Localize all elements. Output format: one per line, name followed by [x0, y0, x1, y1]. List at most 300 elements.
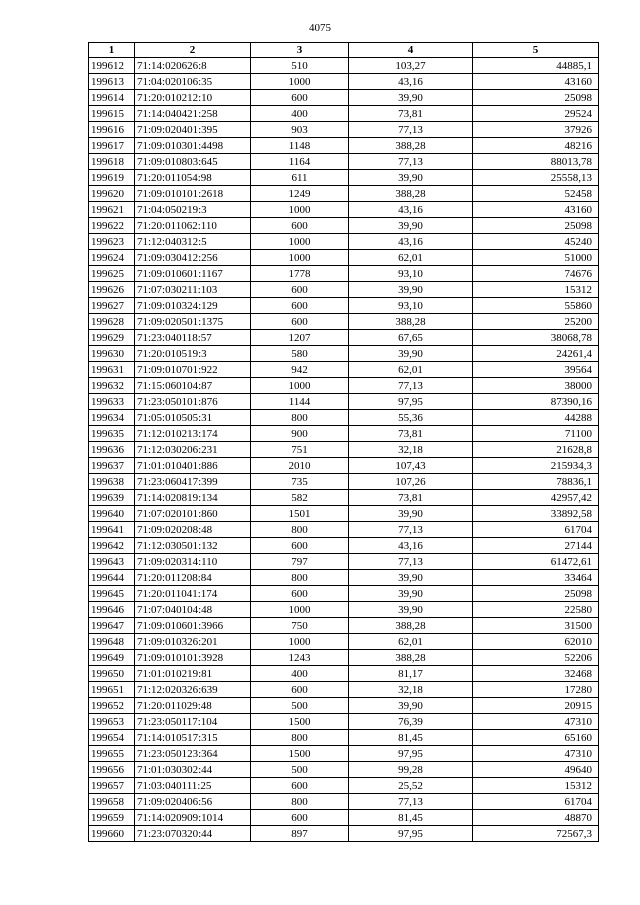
table-cell: 43,16 [349, 538, 473, 554]
column-header: 2 [135, 43, 251, 58]
table-cell: 199653 [89, 714, 135, 730]
table-cell: 199637 [89, 458, 135, 474]
table-cell: 800 [251, 410, 349, 426]
table-cell: 199651 [89, 682, 135, 698]
table-cell: 388,28 [349, 650, 473, 666]
column-header: 5 [473, 43, 599, 58]
table-cell: 199648 [89, 634, 135, 650]
table-cell: 71:15:060104:87 [135, 378, 251, 394]
table-cell: 71:20:010212:10 [135, 90, 251, 106]
table-cell: 52206 [473, 650, 599, 666]
table-cell: 99,28 [349, 762, 473, 778]
table-cell: 97,95 [349, 394, 473, 410]
table-cell: 61704 [473, 794, 599, 810]
table-cell: 199624 [89, 250, 135, 266]
table-cell: 71:14:010517:315 [135, 730, 251, 746]
table-cell: 903 [251, 122, 349, 138]
table-cell: 199650 [89, 666, 135, 682]
table-cell: 39,90 [349, 346, 473, 362]
table-cell: 199649 [89, 650, 135, 666]
table-cell: 199659 [89, 810, 135, 826]
table-cell: 900 [251, 426, 349, 442]
table-row [89, 138, 599, 154]
table-cell: 27144 [473, 538, 599, 554]
table-cell: 199614 [89, 90, 135, 106]
table-row [89, 426, 599, 442]
table-cell: 71:09:020501:1375 [135, 314, 251, 330]
table-cell: 73,81 [349, 490, 473, 506]
table-cell: 215934,3 [473, 458, 599, 474]
table-cell: 43,16 [349, 234, 473, 250]
table-cell: 199654 [89, 730, 135, 746]
table-cell: 199655 [89, 746, 135, 762]
table-cell: 25200 [473, 314, 599, 330]
table-cell: 43,16 [349, 202, 473, 218]
table-cell: 1000 [251, 202, 349, 218]
table-cell: 39,90 [349, 90, 473, 106]
table-cell: 71:09:020208:48 [135, 522, 251, 538]
table-cell: 897 [251, 826, 349, 842]
table-row [89, 778, 599, 794]
page-number: 4075 [309, 22, 331, 34]
table-cell: 600 [251, 218, 349, 234]
table-cell: 199616 [89, 122, 135, 138]
table-cell: 65160 [473, 730, 599, 746]
table-cell: 388,28 [349, 186, 473, 202]
table-cell: 103,27 [349, 58, 473, 74]
table-cell: 71:09:010101:3928 [135, 650, 251, 666]
table-cell: 735 [251, 474, 349, 490]
table-cell: 93,10 [349, 266, 473, 282]
table-row [89, 410, 599, 426]
table-cell: 37926 [473, 122, 599, 138]
table-cell: 25558,13 [473, 170, 599, 186]
table-cell: 49640 [473, 762, 599, 778]
table-cell: 199633 [89, 394, 135, 410]
table-cell: 800 [251, 730, 349, 746]
table-cell: 199660 [89, 826, 135, 842]
table-cell: 199635 [89, 426, 135, 442]
table-cell: 71:01:010401:886 [135, 458, 251, 474]
table-cell: 77,13 [349, 154, 473, 170]
table-cell: 22580 [473, 602, 599, 618]
table-cell: 600 [251, 682, 349, 698]
table-cell: 107,26 [349, 474, 473, 490]
table-cell: 77,13 [349, 794, 473, 810]
table-cell: 600 [251, 90, 349, 106]
table-cell: 71:12:030206:231 [135, 442, 251, 458]
table-row [89, 90, 599, 106]
table-cell: 62,01 [349, 634, 473, 650]
table-cell: 199652 [89, 698, 135, 714]
table-cell: 71:09:020406:56 [135, 794, 251, 810]
table-cell: 199641 [89, 522, 135, 538]
table-cell: 62,01 [349, 362, 473, 378]
table-cell: 500 [251, 698, 349, 714]
table-cell: 199656 [89, 762, 135, 778]
table-cell: 400 [251, 666, 349, 682]
table-cell: 800 [251, 570, 349, 586]
column-header: 1 [89, 43, 135, 58]
table-cell: 81,45 [349, 810, 473, 826]
table-row [89, 378, 599, 394]
table-cell: 38000 [473, 378, 599, 394]
table-cell: 47310 [473, 714, 599, 730]
table-cell: 71:20:011062:110 [135, 218, 251, 234]
table-row [89, 634, 599, 650]
table-row [89, 122, 599, 138]
table-cell: 62010 [473, 634, 599, 650]
table-cell: 71:14:020626:8 [135, 58, 251, 74]
table-cell: 199631 [89, 362, 135, 378]
table-row [89, 314, 599, 330]
table-cell: 199622 [89, 218, 135, 234]
column-header: 4 [349, 43, 473, 58]
table-cell: 97,95 [349, 746, 473, 762]
table-cell: 199657 [89, 778, 135, 794]
table-cell: 55,36 [349, 410, 473, 426]
table-cell: 81,45 [349, 730, 473, 746]
table-cell: 199629 [89, 330, 135, 346]
table-cell: 67,65 [349, 330, 473, 346]
table-cell: 1000 [251, 250, 349, 266]
table-cell: 31500 [473, 618, 599, 634]
table-cell: 388,28 [349, 314, 473, 330]
table-cell: 25098 [473, 218, 599, 234]
table-row [89, 506, 599, 522]
table-cell: 71:09:010301:4498 [135, 138, 251, 154]
table-cell: 71:07:030211:103 [135, 282, 251, 298]
table-cell: 71:07:040104:48 [135, 602, 251, 618]
table-cell: 199612 [89, 58, 135, 74]
table-cell: 71:01:030302:44 [135, 762, 251, 778]
table-cell: 199642 [89, 538, 135, 554]
table-cell: 43,16 [349, 74, 473, 90]
table-cell: 199647 [89, 618, 135, 634]
table-cell: 39,90 [349, 602, 473, 618]
table-row [89, 458, 599, 474]
table-cell: 71:20:010519:3 [135, 346, 251, 362]
table-cell: 199638 [89, 474, 135, 490]
table-cell: 71:09:010701:922 [135, 362, 251, 378]
table-row [89, 538, 599, 554]
table-cell: 17280 [473, 682, 599, 698]
table-cell: 71100 [473, 426, 599, 442]
table-cell: 39,90 [349, 282, 473, 298]
table-cell: 71:09:010601:1167 [135, 266, 251, 282]
table-cell: 600 [251, 778, 349, 794]
table-cell: 47310 [473, 746, 599, 762]
table-cell: 88013,78 [473, 154, 599, 170]
table-cell: 71:23:050123:364 [135, 746, 251, 762]
table-cell: 15312 [473, 282, 599, 298]
table-row [89, 714, 599, 730]
table-cell: 1500 [251, 714, 349, 730]
table-row [89, 186, 599, 202]
table-row [89, 362, 599, 378]
table-cell: 72567,3 [473, 826, 599, 842]
table-cell: 71:14:020819:134 [135, 490, 251, 506]
table-cell: 71:14:020909:1014 [135, 810, 251, 826]
table-cell: 600 [251, 298, 349, 314]
table-cell: 78836,1 [473, 474, 599, 490]
table-row [89, 474, 599, 490]
table-row [89, 810, 599, 826]
table-cell: 1000 [251, 634, 349, 650]
table-cell: 942 [251, 362, 349, 378]
table-cell: 32,18 [349, 682, 473, 698]
table-row [89, 106, 599, 122]
table-cell: 61472,61 [473, 554, 599, 570]
table-cell: 32,18 [349, 442, 473, 458]
table-cell: 71:09:010101:2618 [135, 186, 251, 202]
table-cell: 600 [251, 586, 349, 602]
table-cell: 1000 [251, 74, 349, 90]
table-cell: 199634 [89, 410, 135, 426]
table-row [89, 666, 599, 682]
table-cell: 500 [251, 762, 349, 778]
table-cell: 71:20:011029:48 [135, 698, 251, 714]
table-row [89, 218, 599, 234]
table-cell: 39,90 [349, 170, 473, 186]
table-cell: 33892,58 [473, 506, 599, 522]
table-cell: 39,90 [349, 698, 473, 714]
table-cell: 600 [251, 538, 349, 554]
table-row [89, 522, 599, 538]
table-cell: 48216 [473, 138, 599, 154]
table-cell: 44885,1 [473, 58, 599, 74]
table-cell: 43160 [473, 74, 599, 90]
table-cell: 71:09:020401:395 [135, 122, 251, 138]
table-cell: 199617 [89, 138, 135, 154]
table-row [89, 234, 599, 250]
table-cell: 71:09:010326:201 [135, 634, 251, 650]
table-row [89, 58, 599, 74]
table-cell: 800 [251, 794, 349, 810]
table-row [89, 250, 599, 266]
table-row [89, 554, 599, 570]
table-cell: 71:09:010601:3966 [135, 618, 251, 634]
table-cell: 62,01 [349, 250, 473, 266]
table-cell: 388,28 [349, 618, 473, 634]
table-row [89, 826, 599, 842]
table-cell: 600 [251, 282, 349, 298]
table-row [89, 586, 599, 602]
table-cell: 199626 [89, 282, 135, 298]
table-cell: 580 [251, 346, 349, 362]
table-cell: 38068,78 [473, 330, 599, 346]
table-cell: 199646 [89, 602, 135, 618]
table-cell: 199615 [89, 106, 135, 122]
table-cell: 199618 [89, 154, 135, 170]
table-cell: 199627 [89, 298, 135, 314]
table-cell: 1000 [251, 378, 349, 394]
table-cell: 510 [251, 58, 349, 74]
table-cell: 73,81 [349, 426, 473, 442]
table-cell: 582 [251, 490, 349, 506]
table-cell: 71:12:010213:174 [135, 426, 251, 442]
table-cell: 199628 [89, 314, 135, 330]
table-cell: 81,17 [349, 666, 473, 682]
table-row [89, 762, 599, 778]
table-cell: 1500 [251, 746, 349, 762]
table-cell: 199644 [89, 570, 135, 586]
table-row [89, 74, 599, 90]
table-cell: 71:12:030501:132 [135, 538, 251, 554]
table-cell: 71:23:070320:44 [135, 826, 251, 842]
table-cell: 199640 [89, 506, 135, 522]
table-cell: 71:23:050117:104 [135, 714, 251, 730]
table-cell: 199613 [89, 74, 135, 90]
table-cell: 1249 [251, 186, 349, 202]
table-cell: 71:14:040421:258 [135, 106, 251, 122]
table-cell: 51000 [473, 250, 599, 266]
table-body [89, 58, 599, 842]
table-cell: 611 [251, 170, 349, 186]
table-cell: 71:23:050101:876 [135, 394, 251, 410]
table-cell: 32468 [473, 666, 599, 682]
table-cell: 39564 [473, 362, 599, 378]
table-cell: 52458 [473, 186, 599, 202]
table-cell: 2010 [251, 458, 349, 474]
table-cell: 199643 [89, 554, 135, 570]
table-cell: 39,90 [349, 506, 473, 522]
table-cell: 388,28 [349, 138, 473, 154]
table-cell: 39,90 [349, 586, 473, 602]
table-cell: 24261,4 [473, 346, 599, 362]
table-cell: 39,90 [349, 570, 473, 586]
table-cell: 71:03:040111:25 [135, 778, 251, 794]
table-cell: 77,13 [349, 522, 473, 538]
table-row [89, 650, 599, 666]
table-cell: 750 [251, 618, 349, 634]
table-cell: 77,13 [349, 378, 473, 394]
table-row [89, 602, 599, 618]
table-cell: 1000 [251, 234, 349, 250]
table-cell: 43160 [473, 202, 599, 218]
table-cell: 55860 [473, 298, 599, 314]
table-cell: 87390,16 [473, 394, 599, 410]
table-row [89, 170, 599, 186]
data-table [88, 42, 599, 842]
table-row [89, 330, 599, 346]
table-cell: 29524 [473, 106, 599, 122]
table-cell: 1501 [251, 506, 349, 522]
table-cell: 21628,8 [473, 442, 599, 458]
table-cell: 44288 [473, 410, 599, 426]
table-cell: 600 [251, 810, 349, 826]
table-cell: 199621 [89, 202, 135, 218]
table-row [89, 570, 599, 586]
table-cell: 45240 [473, 234, 599, 250]
table-cell: 71:23:060417:399 [135, 474, 251, 490]
table-header-row [89, 43, 599, 58]
table-cell: 107,43 [349, 458, 473, 474]
table-cell: 25098 [473, 90, 599, 106]
table-cell: 71:23:040118:57 [135, 330, 251, 346]
table-cell: 71:12:020326:639 [135, 682, 251, 698]
table-cell: 1148 [251, 138, 349, 154]
table-cell: 61704 [473, 522, 599, 538]
table-row [89, 746, 599, 762]
table-cell: 71:12:040312:5 [135, 234, 251, 250]
table-cell: 48870 [473, 810, 599, 826]
table-cell: 93,10 [349, 298, 473, 314]
table-cell: 71:09:010324:129 [135, 298, 251, 314]
table-cell: 20915 [473, 698, 599, 714]
table-cell: 25098 [473, 586, 599, 602]
table-cell: 97,95 [349, 826, 473, 842]
table-cell: 800 [251, 522, 349, 538]
table-row [89, 682, 599, 698]
table-cell: 797 [251, 554, 349, 570]
table-cell: 76,39 [349, 714, 473, 730]
table-cell: 199636 [89, 442, 135, 458]
table-cell: 39,90 [349, 218, 473, 234]
table-row [89, 154, 599, 170]
table-cell: 199632 [89, 378, 135, 394]
column-header: 3 [251, 43, 349, 58]
table-cell: 199620 [89, 186, 135, 202]
table-cell: 199623 [89, 234, 135, 250]
table-cell: 42957,42 [473, 490, 599, 506]
table-cell: 199619 [89, 170, 135, 186]
table-row [89, 346, 599, 362]
table-cell: 74676 [473, 266, 599, 282]
table-cell: 1000 [251, 602, 349, 618]
table-cell: 1144 [251, 394, 349, 410]
table-cell: 199645 [89, 586, 135, 602]
table-cell: 71:09:010803:645 [135, 154, 251, 170]
table-cell: 1164 [251, 154, 349, 170]
table-cell: 33464 [473, 570, 599, 586]
table-row [89, 394, 599, 410]
table-row [89, 266, 599, 282]
table-cell: 400 [251, 106, 349, 122]
table-row [89, 442, 599, 458]
table-cell: 199625 [89, 266, 135, 282]
table-cell: 199639 [89, 490, 135, 506]
table-cell: 71:20:011041:174 [135, 586, 251, 602]
table-cell: 71:04:020106:35 [135, 74, 251, 90]
table-cell: 71:04:050219:3 [135, 202, 251, 218]
table-cell: 25,52 [349, 778, 473, 794]
table-cell: 71:05:010505:31 [135, 410, 251, 426]
table-cell: 71:09:020314:110 [135, 554, 251, 570]
table-cell: 77,13 [349, 554, 473, 570]
table-cell: 73,81 [349, 106, 473, 122]
table-cell: 71:20:011054:98 [135, 170, 251, 186]
table-row [89, 282, 599, 298]
table-cell: 71:09:030412:256 [135, 250, 251, 266]
table-cell: 71:01:010219:81 [135, 666, 251, 682]
table-cell: 77,13 [349, 122, 473, 138]
table-row [89, 698, 599, 714]
table-row [89, 794, 599, 810]
table-cell: 15312 [473, 778, 599, 794]
table-row [89, 202, 599, 218]
table-cell: 1243 [251, 650, 349, 666]
table-row [89, 298, 599, 314]
table-row [89, 490, 599, 506]
table-cell: 600 [251, 314, 349, 330]
table-cell: 1778 [251, 266, 349, 282]
table-row [89, 618, 599, 634]
table-cell: 751 [251, 442, 349, 458]
table-row [89, 730, 599, 746]
table-cell: 71:20:011208:84 [135, 570, 251, 586]
table-cell: 199658 [89, 794, 135, 810]
